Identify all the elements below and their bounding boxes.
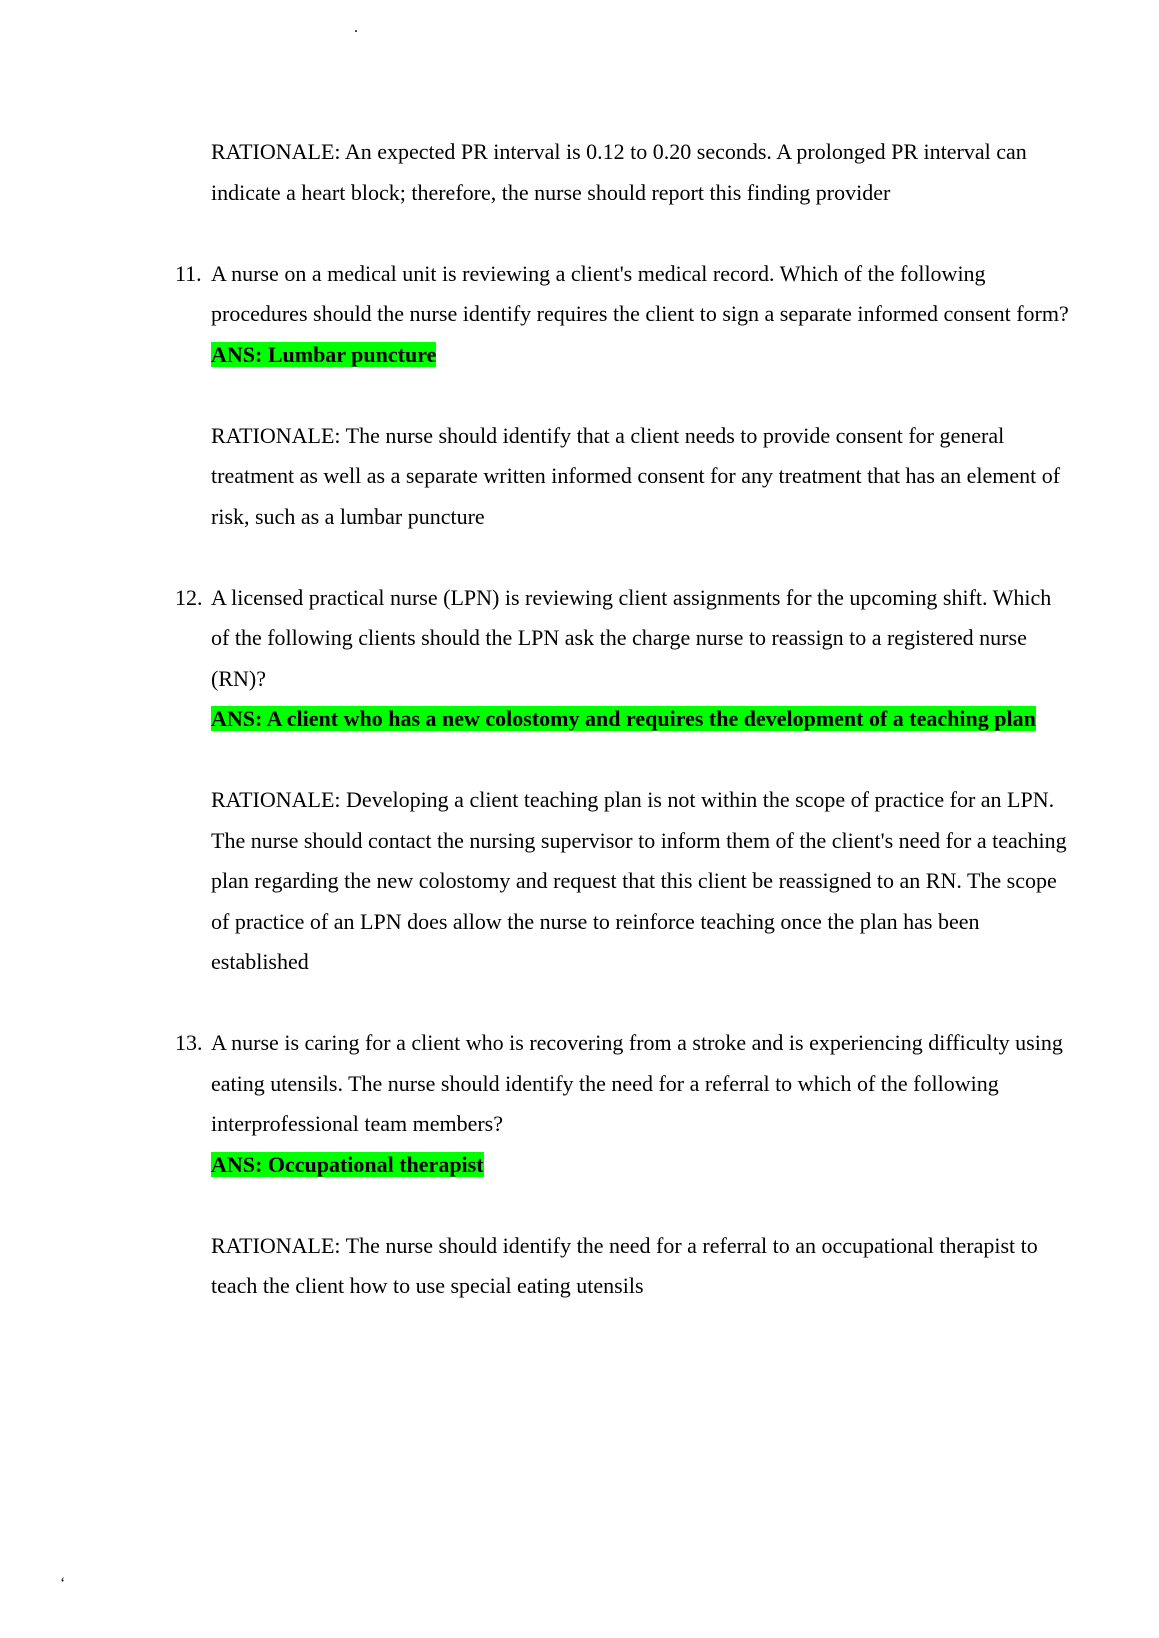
spacer [0, 375, 1159, 416]
rationale-12: RATIONALE: Developing a client teaching plan is not within the scope of practice for an LPN. The nurse should contact the nursing supervisor to inform them of the client's need for a teaching plan regarding the new colostomy and request that this client be reassigned to an RN. The scope of practice of an LPN does allow the nurse to reinforce teaching once the plan has been established [211, 787, 1067, 974]
rationale-10: RATIONALE: An expected PR interval is 0.12 to 0.20 seconds. A prolonged PR interval can indicate a heart block; therefore, the nurse should report this finding provider [211, 139, 1027, 205]
spacer [0, 1185, 1159, 1226]
spacer [0, 213, 1159, 254]
spacer [0, 537, 1159, 578]
spacer [0, 740, 1159, 781]
answer-highlight: ANS: Lumbar puncture [211, 341, 437, 367]
footer-mark: ‘ [60, 1575, 66, 1592]
question-11 [175, 254, 1071, 376]
question-text: A licensed practical nurse (LPN) is reviewing client assignments for the upcoming shift. Which of the following clients should the LPN ask the charge nurse to reassign to a registered nurse (RN)? [211, 584, 1052, 691]
answer-highlight: ANS: A client who has a new colostomy and requires the development of a teaching plan [211, 706, 1036, 731]
question-12 [175, 578, 1071, 740]
question-13 [175, 1023, 1071, 1185]
question-text: A nurse on a medical unit is reviewing a client's medical record. Which of the following procedures should the nurse identify requires the client to sign a separate informed consent form? [211, 260, 1069, 326]
spacer [0, 983, 1159, 1024]
rationale-11: RATIONALE: The nurse should identify that a client needs to provide consent for general treatment as well as a separate written informed consent for any treatment that has an element of risk, such as a lumbar puncture [211, 422, 1061, 529]
question-number: 12. [175, 584, 203, 610]
document-content [0, 132, 1159, 1307]
question-number: 11. [175, 260, 202, 286]
rationale-13: RATIONALE: The nurse should identify the need for a referral to an occupational therapist to teach the client how to use special eating utensils [211, 1232, 1038, 1298]
question-text: A nurse is caring for a client who is recovering from a stroke and is experiencing difficulty using eating utensils. The nurse should identify the need for a referral to which of the following interprofessional team members? [211, 1030, 1063, 1136]
header-mark: . [354, 19, 358, 36]
question-number: 13. [175, 1030, 203, 1055]
answer-highlight: ANS: Occupational therapist [211, 1151, 484, 1177]
